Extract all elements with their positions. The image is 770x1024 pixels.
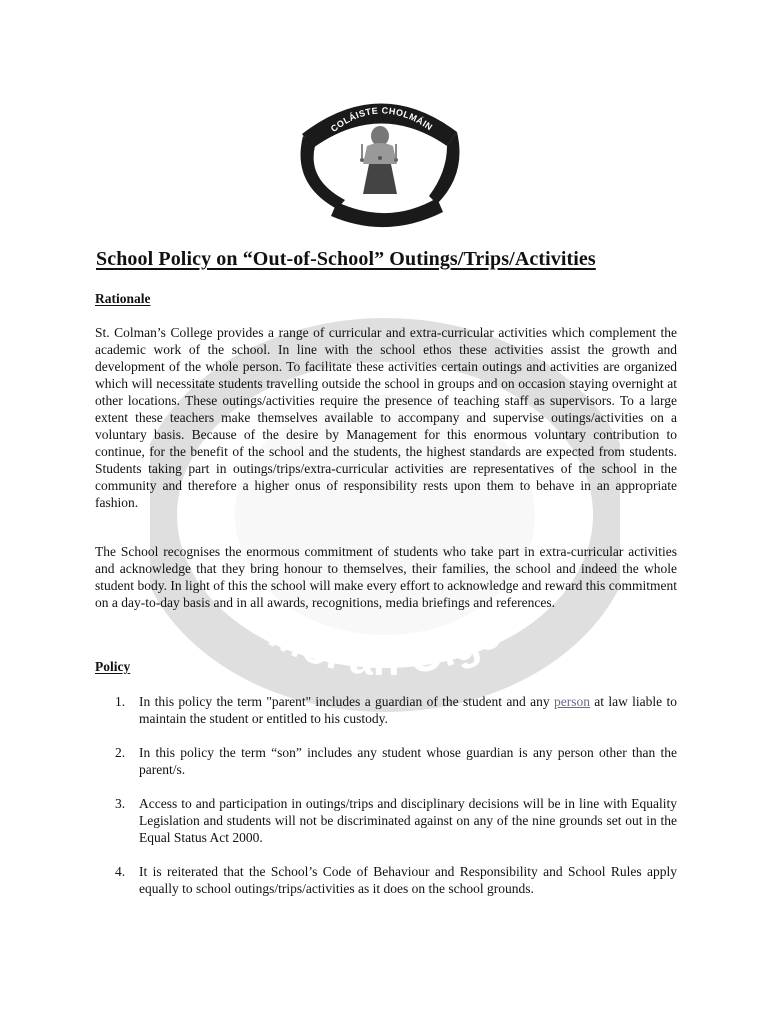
policy-heading: Policy [95,659,131,674]
rationale-paragraph-1: St. Colman’s College provides a range of curricular and extra-curricular activities which complement the academic work of the school. In line with the school ethos these activities assist the growth and development of the whole person. To facilitate these activities certain outings and activities are organized which will necessitate students travelling outside the school in groups and on occasion staying overnight at other locations. These outings/activities require the presence of teaching staff as supervisors. To a large extent these teachers make themselves available to accompany and supervise outings/activities on a voluntary basis. Because of the desire by Management for this enormous voluntary contribution to continue, for the benefit of the school and the students, the highest standards are expected from students. Students taking part in outings/trips/extra-curricular activities are representatives of the school in the community and therefore a higher onus of responsibility rests upon them to behave in an appropriate fashion. [95,325,677,510]
logo-top-text: COLÁISTE CHOLMÁIN [328,105,435,134]
policy-list [95,693,677,914]
policy-item-number: 2. [115,745,126,760]
logo-motto: Mol an Oige [365,194,415,209]
rationale-heading: Rationale [95,291,151,306]
policy-item-2 [95,744,677,778]
svg-text:Mol an Oige [366,195,415,208]
policy-item-number: 3. [115,796,126,811]
svg-text:Mol an Oige [261,608,508,685]
document-title: School Policy on “Out-of-School” Outings/Trips/Activities [96,248,596,270]
watermark-motto: Mol an Oige [261,607,509,686]
policy-item-text: Access to and participation in outings/trips and disciplinary decisions will be in line with Equality Legislation and students will not be discriminated against on any of the nine grounds set out in the Equal Status Act 2000. [139,796,677,845]
rationale-paragraph-2: The School recognises the enormous commitment of students who take part in extra-curricular activities and acknowledge that they bring honour to themselves, their families, the school and indeed the whole student body. In light of this the school will make every effort to acknowledge and reward this commitment on a day-to-day basis and in all awards, recognitions, media briefings and references. [95,544,677,610]
person-link[interactable]: person [553,694,590,709]
policy-item-text: In this policy the term "parent" includes a guardian of the student and any [139,694,554,709]
policy-item-3 [95,795,677,846]
policy-item-number: 1. [115,694,126,709]
policy-item-text: It is reiterated that the School’s Code of Behaviour and Responsibility and School Rules apply equally to school outings/trips/activities as it does on the school grounds. [139,864,677,896]
policy-item-1 [95,693,677,727]
policy-item-text: In this policy the term “son” includes any student whose guardian is any person other than the parent/s. [139,745,677,777]
school-crest-logo [297,94,463,230]
policy-item-4 [95,863,677,897]
policy-item-text: at law liable to maintain the student or entitled to his custody. [139,694,677,726]
policy-item-number: 4. [115,864,126,879]
